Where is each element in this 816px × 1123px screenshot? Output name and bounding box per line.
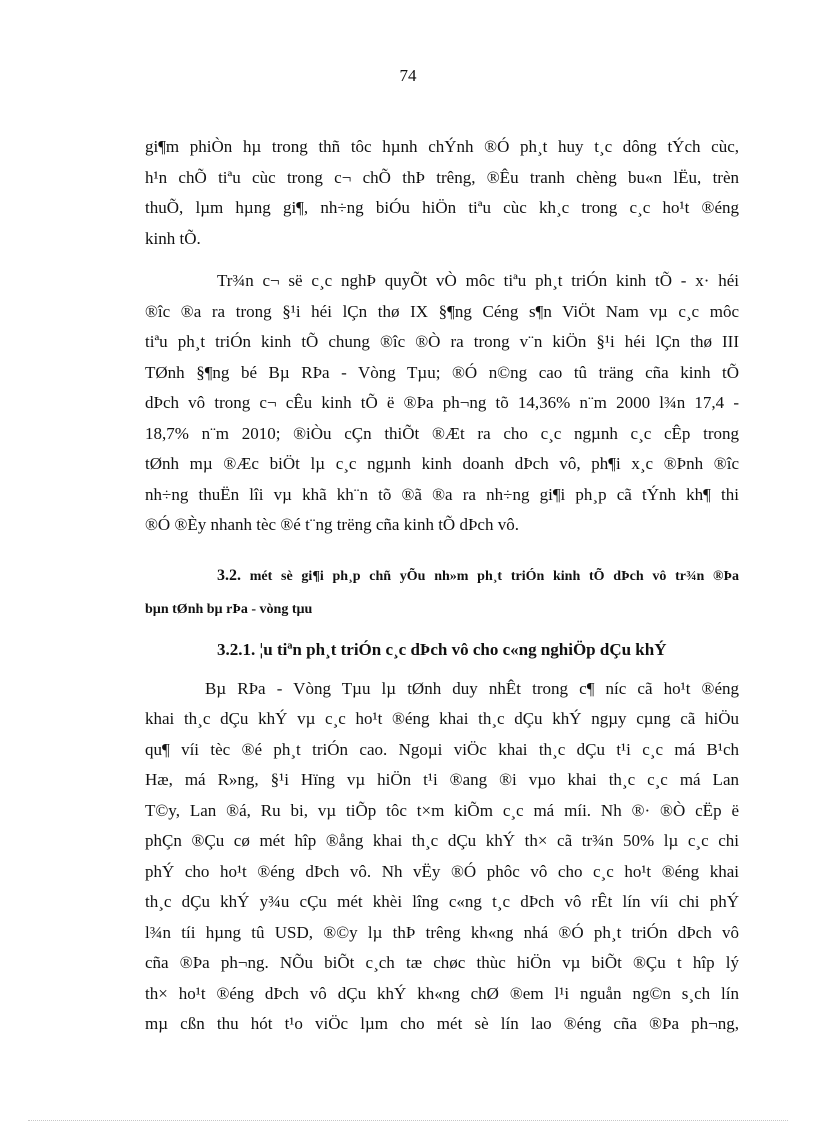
page-number: 74	[399, 66, 417, 85]
paragraph-line: qu¶ víi tèc ®é ph¸t triÓn cao. Ngoµi viÖc khai th¸c dÇu t¹i c¸c má B¹ch	[145, 739, 739, 759]
section-number: 3.2.	[217, 566, 241, 584]
section-heading-line-1	[145, 559, 739, 593]
section-title: mét sè gi¶i ph¸p chñ yÕu nh»m ph¸t triÓn kinh tÕ dÞch vô tr¾n ®Þa	[249, 568, 740, 584]
paragraph-line: cña ®Þa ph¬ng. NÕu biÕt c¸ch tæ chøc thùc hiÖn vµ biÕt ®Çu t hîp lý	[145, 953, 739, 972]
section-heading	[145, 559, 739, 626]
paragraph-line: thuÕ, lµm hµng gi¶, nh÷ng biÓu hiÖn tiªu cùc kh¸c trong c¸c ho¹t ®éng	[145, 198, 739, 217]
paragraph-3	[145, 674, 739, 1040]
paragraph-line: Bµ RÞa - Vòng Tµu lµ tØnh duy nhÊt trong c¶ níc cã ho¹t ®éng	[205, 678, 739, 698]
paragraph-line: Hæ, má R»ng, §¹i Hïng vµ hiÖn t¹i ®ang ®i vµo khai th¸c c¸c má Lan	[145, 770, 739, 789]
paragraph-line: l¾n tíi hµng tû USD, ®©y lµ thÞ trêng kh«ng nhá ®Ó ph¸t triÓn dÞch vô	[145, 922, 739, 942]
paragraph-line: tØnh mµ ®Æc biÖt lµ c¸c ngµnh kinh doanh dÞch vô, ph¶i x¸c ®Þnh ®îc	[145, 454, 739, 473]
paragraph-1	[145, 132, 739, 254]
paragraph-line: tiªu ph¸t triÓn kinh tÕ chung ®îc ®Ò ra trong v¨n kiÖn §¹i héi lÇn thø III	[145, 332, 739, 351]
paragraph-line: phÇn ®Çu cø mét hîp ®ång khai th¸c dÇu khÝ th× cã tr¾n 50% lµ c¸c chi	[145, 831, 739, 850]
paragraph-line: dÞch vô trong c¬ cÊu kinh tÕ ë ®Þa ph¬ng tõ 14,36% n¨m 2000 l¾n 17,4 -	[145, 393, 739, 412]
paragraph-line: th¸c dÇu khÝ y¾u cÇu mét khèi lîng c«ng t¸c dÞch vô rÊt lín víi chi phÝ	[145, 892, 739, 911]
paragraph-line: h¹n chÕ tiªu cùc trong c¬ chÕ thÞ trêng, ®Êu tranh chèng bu«n lËu, trèn	[145, 167, 739, 187]
paragraph-line: gi¶m phiÒn hµ trong thñ tôc hµnh chÝnh ®Ó ph¸t huy t¸c dông tÝch cùc,	[145, 137, 739, 156]
paragraph-line: nh÷ng thuËn lîi vµ khã kh¨n tõ ®ã ®a ra nh÷ng gi¶i ph¸p cã tÝnh kh¶ thi	[145, 484, 739, 504]
paragraph-line: ®Ó ®Èy nhanh tèc ®é t¨ng trëng cña kinh tÕ dÞch vô.	[145, 515, 519, 534]
subsection-heading: 3.2.1. ¦u tiªn ph¸t triÓn c¸c dÞch vô cho c«ng nghiÖp dÇu khÝ	[217, 639, 667, 659]
paragraph-line: T©y, Lan ®á, Ru bi, vµ tiÕp tôc t×m kiÕm c¸c má míi. Nh ®· ®Ò cËp ë	[145, 800, 739, 820]
paragraph-line: ®îc ®a ra trong §¹i héi lÇn thø IX §¶ng Céng s¶n ViÖt Nam vµ c¸c môc	[145, 301, 739, 321]
paragraph-line: khai th¸c dÇu khÝ vµ c¸c ho¹t ®éng khai th¸c dÇu khÝ ngµy cµng cã hiÖu	[145, 709, 739, 728]
page-content	[145, 132, 739, 1040]
paragraph-line: th× ho¹t ®éng dÞch vô dÇu khÝ kh«ng chØ ®em l¹i nguån ng©n s¸ch lín	[145, 983, 739, 1003]
paragraph-line: kinh tÕ.	[145, 228, 201, 248]
paragraph-line: phÝ cho ho¹t ®éng dÞch vô. Nh vËy ®Ó phôc vô cho c¸c ho¹t ®éng khai	[145, 861, 739, 881]
paragraph-line: 18,7% n¨m 2010; ®iÒu cÇn thiÕt ®Æt ra cho c¸c ngµnh c¸c cÊp trong	[145, 423, 739, 443]
paragraph-line: mµ cßn thu hót t¹o viÖc lµm cho mét sè lín lao ®éng cña ®Þa ph¬ng,	[145, 1014, 739, 1033]
paragraph-2	[145, 266, 739, 541]
paragraph-line: Tr¾n c¬ së c¸c nghÞ quyÕt vÒ môc tiªu ph¸t triÓn kinh tÕ - x· héi	[217, 271, 739, 290]
page-bottom-border	[28, 1120, 788, 1121]
section-heading-line-2: bµn tØnh bµ rÞa - vòng tµu	[145, 601, 313, 617]
paragraph-line: TØnh §¶ng bé Bµ RÞa - Vòng Tµu; ®Ó n©ng cao tû träng cña kinh tÕ	[145, 362, 739, 382]
